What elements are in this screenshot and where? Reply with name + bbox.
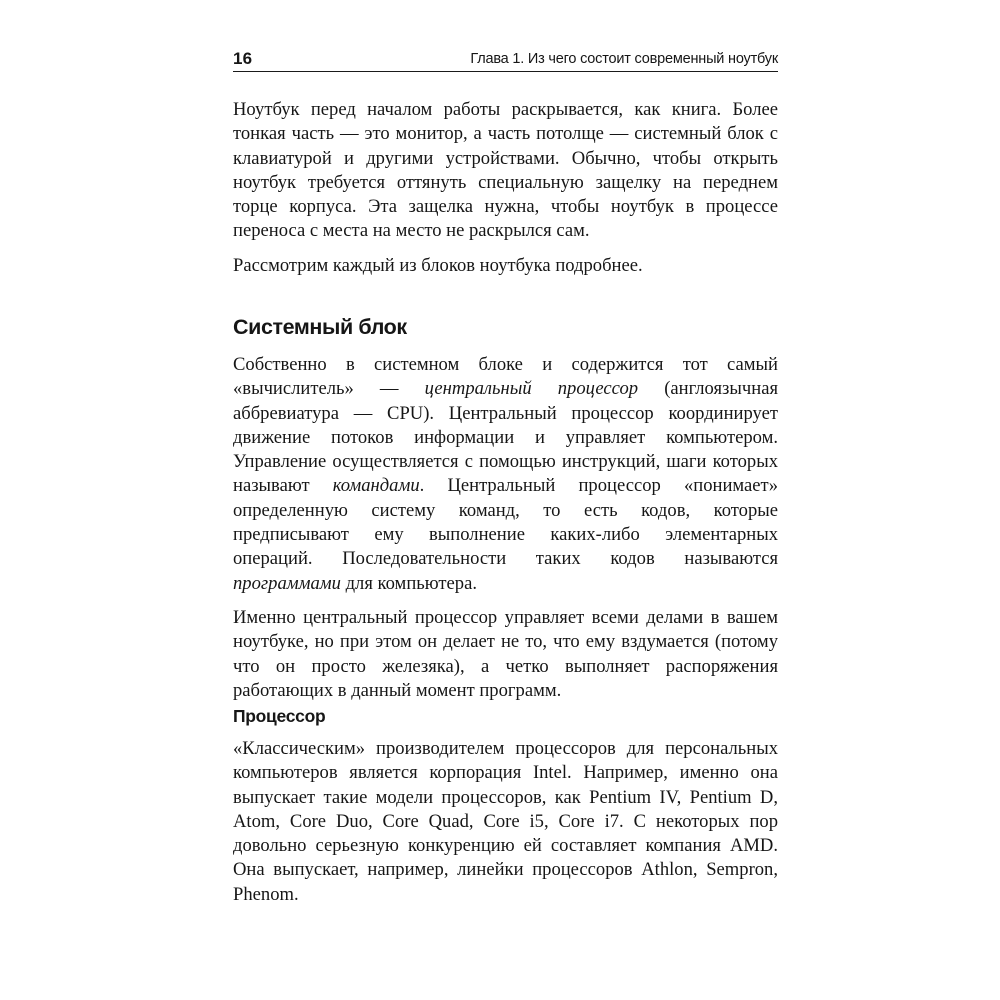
running-header (233, 47, 778, 72)
text-run: (англоязычная аббревиатура — CPU). Центральный процессор координирует движение потоков информации и управляет компьютером. Управление осуществляется с помощью инструкций, шаги которых называют (233, 378, 778, 497)
text-run: для компьютера. (340, 572, 477, 594)
text-run: Собственно в системном блоке и содержится тот самый «вычислитель» — (233, 354, 778, 400)
chapter-title: Глава 1. Из чего состоит современный ноутбук (470, 51, 778, 67)
system-unit-paragraph-1 (233, 353, 778, 596)
section-heading-system-unit: Системный блок (233, 315, 407, 339)
page-number: 16 (233, 49, 253, 68)
system-unit-text (233, 353, 778, 713)
intro-paragraph-2: Рассмотрим каждый из блоков ноутбука подробнее. (233, 254, 643, 276)
section-heading-processor: Процессор (233, 706, 326, 726)
intro-paragraph-1: Ноутбук перед началом работы раскрывается, как книга. Более тонкая часть — это монитор, а часть потолще — системный блок с клавиатурой и другими устройствами. Обычно, чтобы открыть ноутбук требуется оттянуть специальную защелку на переднем торце корпуса. Эта защелка нужна, чтобы ноутбук в процессе переноса с места на место не раскрылся сам. (233, 99, 778, 242)
term-cpu: центральный процессор (424, 378, 639, 400)
processor-text (233, 737, 778, 917)
text-run: . Центральный процессор «понимает» определенную систему команд, то есть кодов, которые предписывают ему выполнение каких-либо элементарных операций. Последовательности таких кодов называются (233, 475, 778, 570)
intro-text (233, 98, 778, 288)
processor-paragraph-1: «Классическим» производителем процессоров для персональных компьютеров является корпорация Intel. Например, именно она выпускает такие модели процессоров, как Pentium IV, Pentium D, Atom, Core Duo, Core Quad, Core i5, Core i7. С некоторых пор довольно серьезную конкуренцию ей составляет компания AMD. Она выпускает, например, линейки процессоров Athlon, Sempron, Phenom. (233, 738, 778, 905)
system-unit-paragraph-2: Именно центральный процессор управляет всеми делами в вашем ноутбуке, но при этом он делает не то, что ему вздумается (потому что он просто железяка), а четко выполняет распоряжения работающих в данный момент программ. (233, 606, 778, 701)
term-programs: программами (233, 572, 341, 594)
term-commands: командами (332, 475, 420, 497)
book-page (233, 0, 778, 1000)
